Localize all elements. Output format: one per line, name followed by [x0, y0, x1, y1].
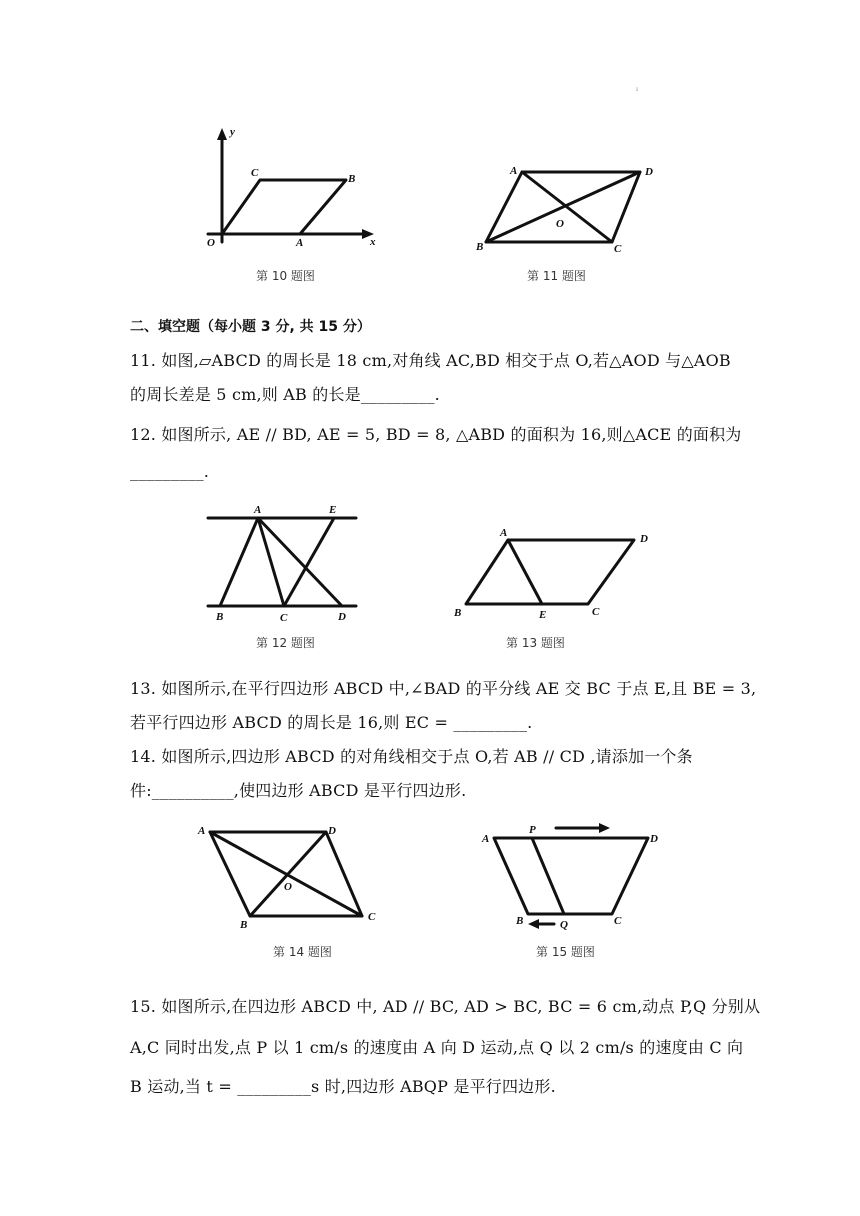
q13-line-2: 若平行四边形 ABCD 的周长是 16,则 EC = _________. — [130, 713, 533, 732]
label-A: A — [510, 165, 518, 177]
label-C: C — [368, 911, 376, 923]
label-D: D — [328, 825, 336, 837]
figure-10 — [200, 122, 390, 254]
figure-14 — [196, 818, 386, 930]
q11-line-1: 11. 如图,▱ABCD 的周长是 18 cm,对角线 AC,BD 相交于点 O,若△AOD 与△AOB — [130, 351, 731, 370]
caption-13: 第 13 题图 — [506, 636, 565, 650]
label-O: O — [207, 237, 215, 249]
segment-PQ — [532, 838, 564, 914]
label-A: A — [254, 504, 262, 516]
q12-line-2: _________. — [130, 462, 210, 481]
q15-line-1: 15. 如图所示,在四边形 ABCD 中, AD // BC, AD > BC, BC = 6 cm,动点 P,Q 分别从 — [130, 997, 761, 1016]
caption-14: 第 14 题图 — [273, 945, 332, 959]
diagonal-BD — [250, 832, 326, 916]
bisector-AE — [508, 540, 542, 604]
y-arrow-icon — [217, 128, 227, 140]
label-B: B — [240, 919, 248, 931]
q12-line-1: 12. 如图所示, AE // BD, AE = 5, BD = 8, △ABD 的面积为 16,则△ACE 的面积为 — [130, 425, 742, 444]
label-D: D — [338, 611, 346, 623]
q14-line-1: 14. 如图所示,四边形 ABCD 的对角线相交于点 O,若 AB // CD ,请添加一个条 — [130, 747, 693, 766]
caption-12: 第 12 题图 — [256, 636, 315, 650]
q13-line-1: 13. 如图所示,在平行四边形 ABCD 中,∠BAD 的平分线 AE 交 BC 于点 E,且 BE = 3, — [130, 679, 757, 698]
figure-13 — [450, 524, 660, 620]
segment-EC — [284, 518, 334, 606]
parallelogram-OABC — [222, 180, 346, 234]
label-P: P — [529, 824, 536, 836]
label-C: C — [614, 915, 622, 927]
label-B: B — [476, 241, 484, 253]
caption-11: 第 11 题图 — [527, 269, 586, 283]
label-C: C — [280, 612, 288, 624]
trapezoid-ABCD — [494, 838, 648, 914]
figure-15 — [478, 818, 668, 934]
diagonal-AC — [522, 172, 612, 242]
section-title: 二、填空题（每小题 3 分, 共 15 分） — [130, 319, 371, 335]
label-D: D — [645, 166, 653, 178]
label-B: B — [454, 607, 462, 619]
label-A: A — [296, 237, 304, 249]
figure-11 — [470, 160, 670, 256]
label-E: E — [329, 504, 337, 516]
stray-mark: ı — [636, 86, 638, 93]
label-A: A — [482, 833, 490, 845]
label-E: E — [539, 609, 547, 621]
caption-15: 第 15 题图 — [536, 945, 595, 959]
label-D: D — [640, 533, 648, 545]
label-A: A — [198, 825, 206, 837]
label-B: B — [216, 611, 224, 623]
label-O: O — [284, 881, 292, 893]
label-A: A — [500, 527, 508, 539]
label-B: B — [348, 173, 356, 185]
caption-10: 第 10 题图 — [256, 269, 315, 283]
label-x: x — [370, 236, 376, 248]
segment-AB — [220, 518, 258, 606]
label-C: C — [614, 243, 622, 255]
parallelogram-ABCD — [466, 540, 634, 604]
label-C: C — [592, 606, 600, 618]
label-C: C — [251, 167, 259, 179]
q15-line-2: A,C 同时出发,点 P 以 1 cm/s 的速度由 A 向 D 运动,点 Q 以 2 cm/s 的速度由 C 向 — [130, 1038, 744, 1057]
figure-12 — [200, 500, 370, 626]
label-y: y — [230, 126, 235, 138]
label-Q: Q — [560, 919, 568, 931]
q14-line-2: 件:__________,使四边形 ABCD 是平行四边形. — [130, 781, 467, 800]
label-B: B — [516, 915, 524, 927]
arrow-left-icon — [528, 919, 539, 929]
arrow-right-icon — [599, 823, 610, 833]
label-D: D — [650, 833, 658, 845]
label-O: O — [556, 218, 564, 230]
q15-line-3: B 运动,当 t = _________s 时,四边形 ABQP 是平行四边形. — [130, 1077, 556, 1096]
q11-line-2: 的周长差是 5 cm,则 AB 的长是_________. — [130, 385, 440, 404]
